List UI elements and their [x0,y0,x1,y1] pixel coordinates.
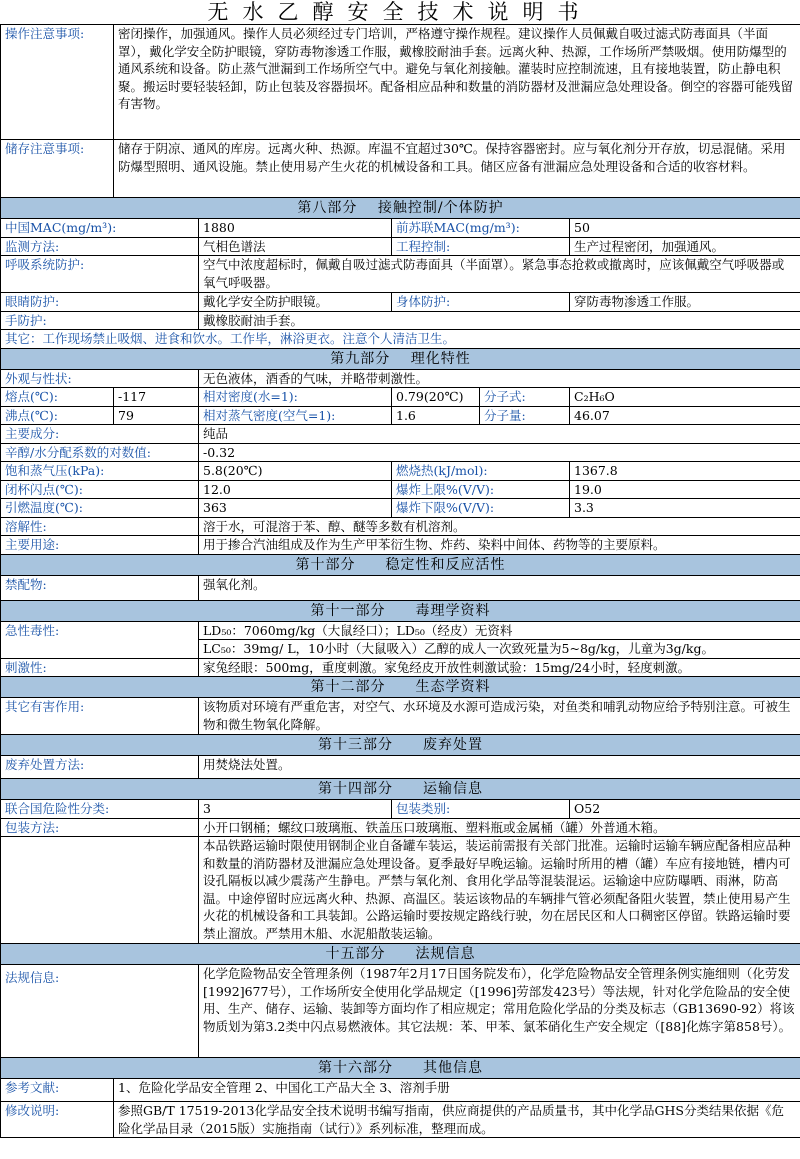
body-value: 穿防毒物渗透工作服。 [570,293,800,312]
rd-label: 相对密度(水=1): [199,388,392,407]
mac-cn-value: 1880 [199,219,392,238]
storage-row [1,140,800,198]
mac-cn-label: 中国MAC(mg/m³): [1,219,199,238]
heat-value: 1367.8 [570,462,800,481]
pkg-label: 包装类别: [392,800,570,819]
eye-value: 戴化学安全防护眼镜。 [199,293,392,312]
bp-label: 沸点(℃): [1,406,114,425]
handling-row [1,25,800,140]
transport-label-empty [1,837,199,944]
mw-value: 46.07 [570,406,800,425]
vd-label: 相对蒸气密度(空气=1): [199,406,392,425]
rd-value: 0.79(20℃) [392,388,480,407]
flash-value: 12.0 [199,480,392,499]
eco-label: 其它有害作用: [1,698,199,735]
mp-value: -117 [114,388,199,407]
lel-label: 爆炸下限%(V/V): [392,499,570,518]
reg-text: 化学危险物品安全管理条例（1987年2月17日国务院发布），化学危险物品安全管理条例实施细则（化劳发[1992]677号），工作场所安全使用化学品规定（[1996]劳部发423号）等法规，针对化学危险品的安全使用、生产、储存、运输、装卸等方面均作了相应规定；常用危险化学品的分类及标志（GB13690-92）将该物质划为第3.2类中闪点易燃液体。其它法规：苯、甲苯、氯苯硝化生产安全规定（[88]化炼字第858号）。 [199,965,800,1058]
eng-value: 生产过程密闭，加强通风。 [570,237,800,256]
vp-value: 5.8(20℃) [199,462,392,481]
reg-label: 法规信息: [1,965,199,1058]
formula-value: C₂H₆O [570,388,800,407]
section-9-title: 第九部分 理化特性 [1,348,800,369]
disposal-value: 用焚烧法处置。 [199,756,800,779]
section-14-title: 第十四部分 运输信息 [1,779,800,800]
pkg-value: O52 [570,800,800,819]
formula-label: 分子式: [480,388,570,407]
comp-label: 主要成分: [1,425,199,444]
section-12-title: 第十二部分 生态学资料 [1,677,800,698]
comp-value: 纯品 [199,425,800,444]
flash-label: 闭杯闪点(℃): [1,480,199,499]
disposal-label: 废弃处置方法: [1,756,199,779]
ignite-value: 363 [199,499,392,518]
logp-label: 辛醇/水分配系数的对数值: [1,443,199,462]
vp-label: 饱和蒸气压(kPa): [1,462,199,481]
use-value: 用于掺合汽油组成及作为生产甲苯衍生物、炸药、染料中间体、药物等的主要原料。 [199,536,800,555]
logp-value: -0.32 [199,443,800,462]
storage-text: 储存于阴凉、通风的库房。远离火种、热源。库温不宜超过30℃。保持容器密封。应与氧化剂分开存放，切忌混储。采用防爆型照明、通风设施。禁止使用易产生火花的机械设备和工具。储区应备有泄漏应急处理设备和合适的收容材料。 [114,140,800,198]
transport-text: 本品铁路运输时限使用钢制企业自备罐车装运，装运前需报有关部门批准。运输时运输车辆应配备相应品种和数量的消防器材及泄漏应急处理设备。夏季最好早晚运输。运输时所用的槽（罐）车应有接地链，槽内可设孔隔板以减少震荡产生静电。严禁与氧化剂、食用化学品等混装混运。运输途中应防曝晒、雨淋，防高温。中途停留时应远离火种、热源、高温区。装运该物品的车辆排气管必须配备阻火装置，禁止使用易产生火花的机械设备和工具装卸。公路运输时要按规定路线行驶，勿在居民区和人口稠密区停留。铁路运输时要禁止溜放。严禁用木船、水泥船散装运输。 [199,837,800,944]
sol-label: 溶解性: [1,517,199,536]
pack-method-value: 小开口钢桶；螺纹口玻璃瓶、铁盖压口玻璃瓶、塑料瓶或金属桶（罐）外普通木箱。 [199,818,800,837]
eng-label: 工程控制: [392,237,570,256]
ref-value: 1、危险化学品安全管理 2、中国化工产品大全 3、溶剂手册 [114,1079,800,1102]
section-16-title: 第十六部分 其他信息 [1,1058,800,1079]
uel-value: 19.0 [570,480,800,499]
section-11-title: 第十一部分 毒理学资料 [1,600,800,621]
incompat-value: 强氧化剂。 [199,575,800,600]
mac-su-value: 50 [570,219,800,238]
appearance-value: 无色液体，酒香的气味，并略带刺激性。 [199,369,800,388]
incompat-label: 禁配物: [1,575,199,600]
vd-value: 1.6 [392,406,480,425]
section-13-title: 第十三部分 废弃处置 [1,735,800,756]
handling-text: 密闭操作，加强通风。操作人员必须经过专门培训，严格遵守操作规程。建议操作人员佩戴自吸过滤式防毒面具（半面罩），戴化学安全防护眼镜，穿防毒物渗透工作服，戴橡胶耐油手套。远离火种、热源，工作场所严禁吸烟。使用防爆型的通风系统和设备。防止蒸气泄漏到工作场所空气中。避免与氧化剂接触。灌装时应控制流速，且有接地装置，防止静电积聚。搬运时要轻装轻卸，防止包装及容器损坏。配备相应品种和数量的消防器材及泄漏应急处理设备。倒空的容器可能残留有害物。 [114,25,800,140]
eco-value: 该物质对环境有严重危害，对空气、水环境及水源可造成污染，对鱼类和哺乳动物应给予特别注意。可被生物和微生物氧化降解。 [199,698,800,735]
other-protection: 其它：工作现场禁止吸烟、进食和饮水。工作毕，淋浴更衣。注意个人清洁卫生。 [1,330,800,349]
msds-table [0,24,800,1138]
un-value: 3 [199,800,392,819]
appearance-label: 外观与性状: [1,369,199,388]
lc50-value: LC₅₀：39mg/ L，10小时（大鼠吸入）乙醇的成人一次致死量为5~8g/kg，儿童为3g/kg。 [199,640,800,659]
uel-label: 爆炸上限%(V/V): [392,480,570,499]
monitor-value: 气相色谱法 [199,237,392,256]
rev-label: 修改说明: [1,1102,114,1138]
use-label: 主要用途: [1,536,199,555]
hand-label: 手防护: [1,311,199,330]
eye-label: 眼睛防护: [1,293,199,312]
heat-label: 燃烧热(kJ/mol): [392,462,570,481]
acute-label: 急性毒性: [1,621,199,658]
mac-su-label: 前苏联MAC(mg/m³): [392,219,570,238]
resp-label: 呼吸系统防护: [1,256,199,293]
body-label: 身体防护: [392,293,570,312]
monitor-label: 监测方法: [1,237,199,256]
lel-value: 3.3 [570,499,800,518]
resp-value: 空气中浓度超标时，佩戴自吸过滤式防毒面具（半面罩）。紧急事态抢救或撤离时，应该佩戴空气呼吸器或氧气呼吸器。 [199,256,800,293]
irrit-label: 刺激性: [1,658,199,677]
mp-label: 熔点(℃): [1,388,114,407]
ref-label: 参考文献: [1,1079,114,1102]
sol-value: 溶于水，可混溶于苯、醇、醚等多数有机溶剂。 [199,517,800,536]
irrit-value: 家兔经眼：500mg，重度刺激。家兔经皮开放性刺激试验：15mg/24小时，轻度刺激。 [199,658,800,677]
ld50-value: LD₅₀：7060mg/kg（大鼠经口）；LD₅₀（经皮）无资料 [199,621,800,640]
section-8-title: 第八部分 接触控制/个体防护 [1,198,800,219]
mw-label: 分子量: [480,406,570,425]
bp-value: 79 [114,406,199,425]
handling-label: 操作注意事项: [1,25,114,140]
un-label: 联合国危险性分类: [1,800,199,819]
ignite-label: 引燃温度(℃): [1,499,199,518]
pack-method-label: 包装方法: [1,818,199,837]
section-15-title: 十五部分 法规信息 [1,944,800,965]
storage-label: 储存注意事项: [1,140,114,198]
section-10-title: 第十部分 稳定性和反应活性 [1,554,800,575]
hand-value: 戴橡胶耐油手套。 [199,311,800,330]
rev-value: 参照GB/T 17519-2013化学品安全技术说明书编写指南，供应商提供的产品质量书，其中化学品GHS分类结果依据《危险化学品目录（2015版）实施指南（试行）》系列标准，整理而成。 [114,1102,800,1138]
document-title: 无水乙醇安全技术说明书 [207,0,593,24]
